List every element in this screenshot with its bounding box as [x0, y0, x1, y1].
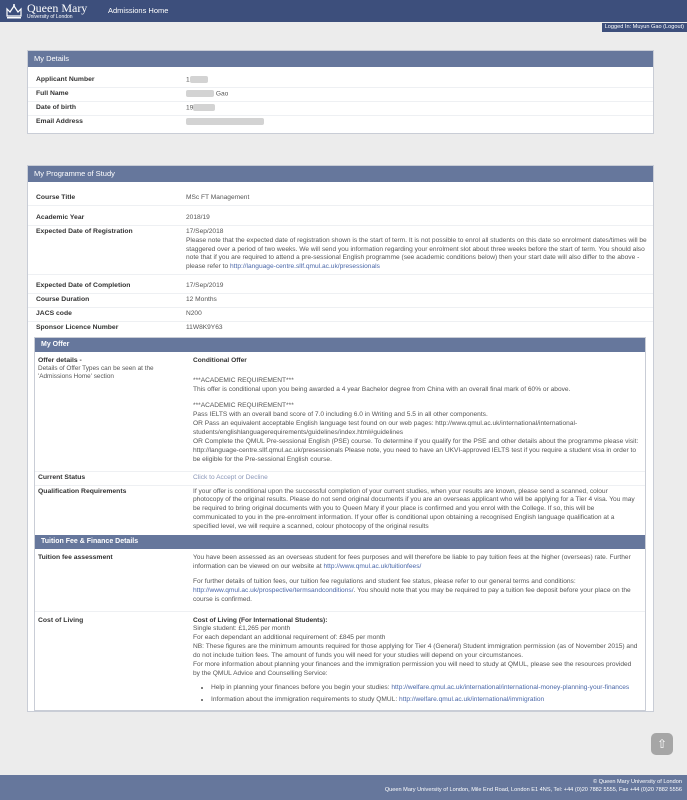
detail-row-applicant-number — [28, 74, 653, 88]
cost-resources-list — [211, 684, 639, 705]
detail-label: Email Address — [36, 118, 83, 126]
english-req-text-1: Pass IELTS with an overall band score of 7.0 including 6.0 in Writing and 5.5 in all other components. — [193, 411, 488, 419]
offer-type: Conditional Offer — [193, 356, 247, 364]
qualification-row — [35, 486, 645, 534]
english-req-heading: ***ACADEMIC REQUIREMENT*** — [193, 402, 294, 410]
programme-row-registration — [28, 226, 653, 275]
cost-of-living-row — [35, 612, 645, 710]
footer-copyright: © Queen Mary University of London — [592, 779, 682, 785]
detail-label: Full Name — [36, 90, 69, 98]
offer-details-sub: Details of Offer Types can be seen at the 'Admissions Home' section — [38, 364, 154, 381]
resource-text: Help in planning your finances before you begin your studies: — [211, 683, 390, 691]
english-req-text-2: OR Pass an equivalent acceptable English language test found on our web pages: http://www.qmul.ac.uk/international/international-students/englishlanguagerequirements/guidelines/index.html#guidelines — [193, 420, 578, 437]
redacted-value — [193, 104, 215, 111]
programme-label: Sponsor Licence Number — [36, 323, 119, 331]
detail-value: 19 — [186, 104, 194, 112]
programme-value: N200 — [186, 310, 202, 318]
programme-label: JACS code — [36, 310, 72, 318]
offer-details-label: Offer details - — [38, 356, 82, 364]
cost-more: For more information about planning your finances and the immigration permission you will need to study at QMUL, please see the resources provided by the QMUL Advice and Counselling Service: — [193, 660, 632, 677]
logo-main-text: Queen Mary — [27, 1, 88, 15]
footer-address: Queen Mary University of London, Mile End Road, London E1 4NS, Tel: +44 (0)20 7882 5555, Fax +44 (0)20 7882 5556 — [384, 787, 682, 794]
programme-label: Course Duration — [36, 296, 90, 304]
back-to-top-button[interactable]: ⇧ — [651, 733, 673, 755]
redacted-value — [186, 90, 214, 97]
crown-crest-icon — [4, 2, 24, 20]
cost-dependant: For each dependant an additional requirement of: £845 per month — [193, 634, 386, 642]
top-bar — [0, 0, 687, 22]
presessional-link[interactable]: http://language-centre.sllf.qmul.ac.uk/presessionals — [230, 263, 380, 271]
terms-conditions-link[interactable]: http://www.qmul.ac.uk/prospective/termsandconditions/ — [193, 586, 354, 594]
finances-link[interactable]: http://welfare.qmul.ac.uk/international/international-money-planning-your-finances — [391, 683, 630, 691]
programme-label: Expected Date of Registration — [36, 227, 133, 235]
programme-panel — [27, 165, 654, 712]
programme-row-completion — [28, 280, 653, 294]
logo-sub-text: University of London — [27, 14, 73, 20]
programme-label: Academic Year — [36, 213, 85, 221]
programme-row-sponsor — [28, 322, 653, 335]
programme-value: 2018/19 — [186, 213, 210, 221]
resource-item — [211, 696, 639, 705]
programme-row-course-title — [28, 192, 653, 206]
registration-note: Please note that the expected date of registration shown is the start of term. It is not possible to enrol all students on this date so enrolment dates/times will be staggered over a period of two weeks. We will send you information regarding your enrolment slot about three weeks before the start of term. You should also note that if you are required to attend a pre-sessional English programme (see academic conditions below) then your start date will also differ to the above - please refer to — [186, 236, 647, 271]
tuition-assessment-text: You have been assessed as an overseas student for fees purposes and will therefore be liable to pay tuition fees at the higher (overseas) rate. Further information can be viewed on our website at — [193, 554, 631, 570]
programme-value: 12 Months — [186, 296, 217, 304]
programme-row-academic-year — [28, 212, 653, 226]
footer — [0, 775, 687, 800]
tuition-further-text: For further details of tuition fees, our tuition fee regulations and student fee status, please refer to our general terms and conditions: — [193, 577, 576, 585]
logout-link[interactable]: Logout — [665, 24, 683, 30]
logged-in-suffix: ) — [682, 24, 684, 30]
programme-row-jacs — [28, 308, 653, 322]
offer-details-row — [35, 352, 645, 472]
academic-req-text: This offer is conditional upon you being awarded a 4 year Bachelor degree from China with an overall final mark of 60% or above. — [193, 385, 571, 393]
resource-item — [211, 684, 639, 693]
programme-title: My Programme of Study — [28, 166, 653, 182]
tuition-further-text-2: . You should note that you may be required to pay a tuition fee deposit before your place on the course is confirmed. — [193, 586, 631, 603]
programme-value: MSc FT Management — [186, 194, 250, 201]
qmul-logo[interactable] — [4, 2, 87, 20]
tuition-assessment-label: Tuition fee assessment — [38, 554, 113, 562]
logged-in-text: Logged In: Muyun Gao ( — [604, 24, 666, 30]
academic-req-heading: ***ACADEMIC REQUIREMENT*** — [193, 376, 294, 384]
detail-row-email — [28, 116, 653, 129]
detail-value: 1 — [186, 76, 190, 84]
immigration-link[interactable]: http://welfare.qmul.ac.uk/international/immigration — [399, 695, 545, 703]
english-req-text-3: OR Complete the QMUL Pre-sessional English (PSE) course. To determine if you qualify for the PSE and other details about the programme please visit: http://language-centre.sllf.qmul.ac.uk/presessionals Please note, you need to have an UKVI-approved IELTS test if you require a student visa in order to be eligible for the Pre-sessional English course. — [193, 438, 639, 463]
redacted-value — [186, 118, 264, 125]
current-status-row — [35, 472, 645, 486]
programme-label: Course Title — [36, 194, 76, 201]
programme-row-duration — [28, 294, 653, 308]
redacted-value — [190, 76, 208, 83]
current-status-label: Current Status — [38, 473, 86, 481]
qualification-label: Qualification Requirements — [38, 487, 127, 495]
logged-in-bar — [602, 23, 687, 32]
programme-value: 17/Sep/2019 — [186, 282, 224, 290]
offer-section — [34, 337, 646, 711]
tuition-fees-link[interactable]: http://www.qmul.ac.uk/tuitionfees/ — [323, 562, 422, 570]
programme-value: 11W8K9Y63 — [186, 323, 223, 331]
offer-title: My Offer — [35, 338, 645, 352]
admissions-home-link[interactable]: Admissions Home — [108, 6, 169, 15]
registration-date: 17/Sep/2018 — [186, 227, 224, 235]
cost-nb: NB: These figures are the minimum amounts required for those applying for Tier 4 (General) Student immigration permission (as of November 2015) and do not include tuition fees. The amount of funds you will need for your studies will depend on your circumstances. — [193, 643, 638, 660]
cost-heading: Cost of Living (For International Students): — [193, 616, 328, 624]
detail-row-date-of-birth — [28, 102, 653, 116]
my-details-title: My Details — [28, 51, 653, 67]
detail-label: Applicant Number — [36, 76, 95, 83]
resource-text: Information about the immigration requirements to study QMUL: — [211, 695, 398, 703]
tuition-title: Tuition Fee & Finance Details — [35, 535, 645, 549]
qualification-text: If your offer is conditional upon the successful completion of your current studies, when your results are known, please send a scanned, colour photocopy of the original results. Please do not send original documents if you are an overseas applicant who will be applying for a Tier 4 visa. You may be required to bring original documents with you to Queen Mary if your place is confirmed and you enrol with the College. If so, this will be communicated to you in the pre-enrolment information. If your offer is conditional upon obtaining a recognised English language qualification at a specified level, we will require a scanned, colour photocopy of the original results — [193, 487, 635, 531]
tuition-assessment-row — [35, 549, 645, 611]
cost-of-living-label: Cost of Living — [38, 616, 84, 624]
cost-single: Single student: £1,265 per month — [193, 625, 291, 633]
detail-row-full-name — [28, 88, 653, 102]
accept-decline-link[interactable]: Click to Accept or Decline — [193, 473, 268, 481]
my-details-panel — [27, 50, 654, 134]
programme-label: Expected Date of Completion — [36, 282, 131, 290]
detail-label: Date of birth — [36, 104, 77, 112]
detail-value: Gao — [215, 90, 229, 98]
